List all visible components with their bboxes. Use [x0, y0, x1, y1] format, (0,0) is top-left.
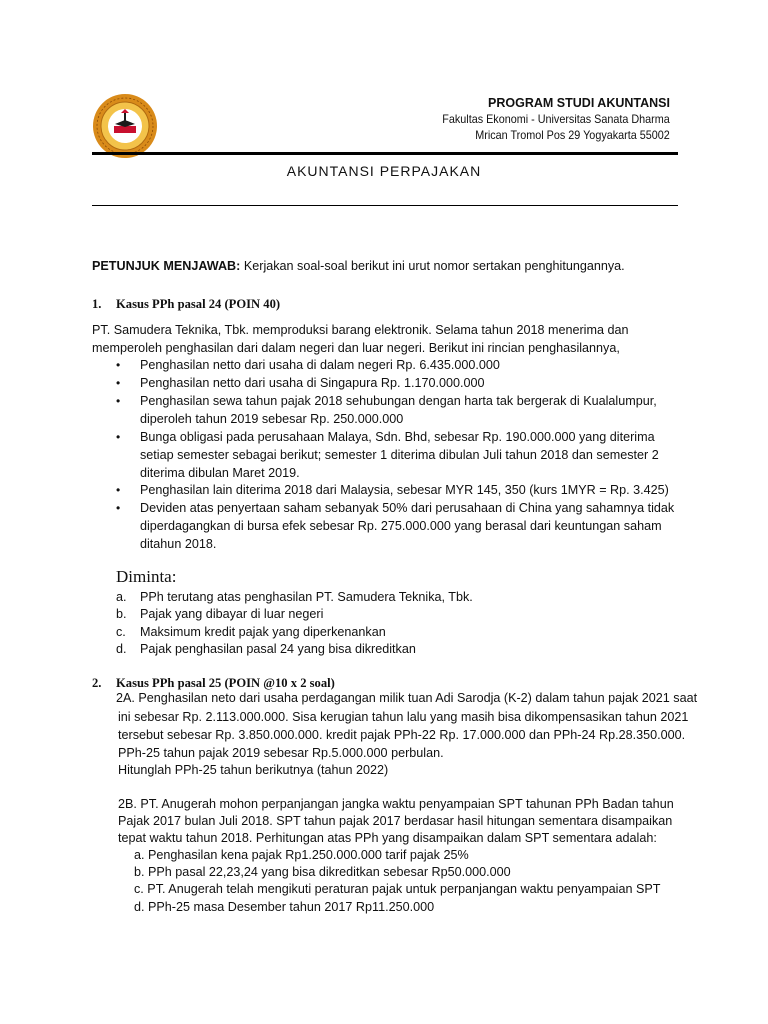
ask-text: Pajak yang dibayar di luar negeri: [140, 607, 324, 621]
ask-text: Maksimum kredit pajak yang diperkenankan: [140, 625, 386, 639]
q1-bullet-line: diperoleh tahun 2019 sebesar Rp. 250.000.000: [140, 412, 404, 426]
q1-number: 1.: [92, 297, 102, 311]
q1-bullet-line: Penghasilan sewa tahun pajak 2018 sehubungan dengan harta tak bergerak di Kualalumpur,: [140, 394, 657, 408]
q1-bullet-line: Penghasilan lain diterima 2018 dari Malaysia, sebesar MYR 145, 350 (kurs 1MYR = Rp. 3.425): [140, 483, 669, 497]
q1-bullet-line: Deviden atas penyertaan saham sebanyak 50% dari perusahaan di China yang sahamnya tidak: [140, 501, 675, 515]
q1-bullet-line: Penghasilan netto dari usaha di Singapura Rp. 1.170.000.000: [140, 376, 485, 390]
ask-letter: b.: [116, 607, 127, 621]
bullet-dot: •: [116, 358, 121, 372]
title-rule: [92, 205, 678, 206]
q1-intro-line: PT. Samudera Teknika, Tbk. memproduksi barang elektronik. Selama tahun 2018 menerima dan: [92, 323, 629, 337]
header-rule: [92, 152, 678, 155]
bullet-dot: •: [116, 430, 121, 444]
q2b-item: d. PPh-25 masa Desember tahun 2017 Rp11.250.000: [134, 900, 435, 914]
q2a-line: ini sebesar Rp. 2.113.000.000. Sisa kerugian tahun lalu yang masih bisa dikompensasikan tahun 2021: [118, 710, 689, 724]
ask-text: Pajak penghasilan pasal 24 yang bisa dikreditkan: [140, 642, 416, 656]
ask-letter: a.: [116, 590, 127, 604]
q1-bullet-line: ditahun 2018.: [140, 537, 217, 551]
bullet-dot: •: [116, 501, 121, 515]
q1-bullet-line: setiap semester sebagai berikut; semester 1 diterima dibulan Juli tahun 2018 dan semester 2: [140, 448, 659, 462]
institution-header: [417, 95, 670, 143]
q2b-item: b. PPh pasal 22,23,24 yang bisa dikreditkan sebesar Rp50.000.000: [134, 865, 511, 879]
instructions-label: PETUNJUK MENJAWAB:: [92, 259, 241, 273]
q1-title: Kasus PPh pasal 24 (POIN 40): [116, 297, 281, 311]
q1-intro-line: memperoleh penghasilan dari dalam negeri dan luar negeri. Berikut ini rincian penghasilannya,: [92, 341, 620, 355]
q2a-line: tersebut sebesar Rp. 3.850.000.000. kredit pajak PPh-22 Rp. 17.000.000 dan PPh-24 Rp.28.350.000.: [118, 728, 686, 742]
program-name: PROGRAM STUDI AKUNTANSI: [488, 96, 670, 110]
q2b-line: 2B. PT. Anugerah mohon perpanjangan jangka waktu penyampaian SPT tahunan PPh Badan tahun: [118, 797, 674, 811]
q2b-line: Pajak 2017 bulan Juli 2018. SPT tahun pajak 2017 berdasar hasil hitungan sementara disampaikan: [118, 814, 673, 828]
course-title: AKUNTANSI PERPAJAKAN: [286, 163, 482, 179]
q2-title: Kasus PPh pasal 25 (POIN @10 x 2 soal): [116, 676, 335, 690]
q1-bullet-line: diterima dibulan Maret 2019.: [140, 466, 300, 480]
institution-address: Mrican Tromol Pos 29 Yogyakarta 55002: [475, 128, 670, 142]
university-logo: [92, 93, 158, 159]
ask-letter: d.: [116, 642, 127, 656]
bullet-dot: •: [116, 394, 121, 408]
q2-number: 2.: [92, 676, 102, 690]
q2a-line: 2A. Penghasilan neto dari usaha perdagangan milik tuan Adi Sarodja (K-2) dalam tahun pajak 2021 saat: [116, 691, 698, 705]
instructions: [92, 258, 625, 276]
q2b-item: c. PT. Anugerah telah mengikuti peraturan pajak untuk perpanjangan waktu penyampaian SPT: [134, 882, 661, 896]
bullet-dot: •: [116, 376, 121, 390]
bullet-dot: •: [116, 483, 121, 497]
q2a-line: PPh-25 tahun pajak 2019 sebesar Rp.5.000.000 perbulan.: [118, 746, 444, 760]
instructions-text: Kerjakan soal-soal berikut ini urut nomor sertakan penghitungannya.: [240, 259, 625, 273]
q2b-item: a. Penghasilan kena pajak Rp1.250.000.000 tarif pajak 25%: [134, 848, 469, 862]
q1-bullet-line: Penghasilan netto dari usaha di dalam negeri Rp. 6.435.000.000: [140, 358, 500, 372]
diminta-heading: Diminta:: [116, 567, 177, 586]
q1-bullet-line: diperdagangkan di bursa efek sebesar Rp. 275.000.000 yang berasal dari keuntungan saham: [140, 519, 662, 533]
faculty-name: Fakultas Ekonomi - Universitas Sanata Dharma: [442, 112, 670, 126]
ask-letter: c.: [116, 625, 126, 639]
q1-bullet-line: Bunga obligasi pada perusahaan Malaya, Sdn. Bhd, sebesar Rp. 190.000.000 yang diterima: [140, 430, 655, 444]
ask-text: PPh terutang atas penghasilan PT. Samudera Teknika, Tbk.: [140, 590, 473, 604]
q2b-line: tepat waktu tahun 2018. Perhitungan atas PPh yang disampaikan dalam SPT sementara adalah:: [118, 831, 657, 845]
q2a-line: Hitunglah PPh-25 tahun berikutnya (tahun 2022): [118, 763, 389, 777]
